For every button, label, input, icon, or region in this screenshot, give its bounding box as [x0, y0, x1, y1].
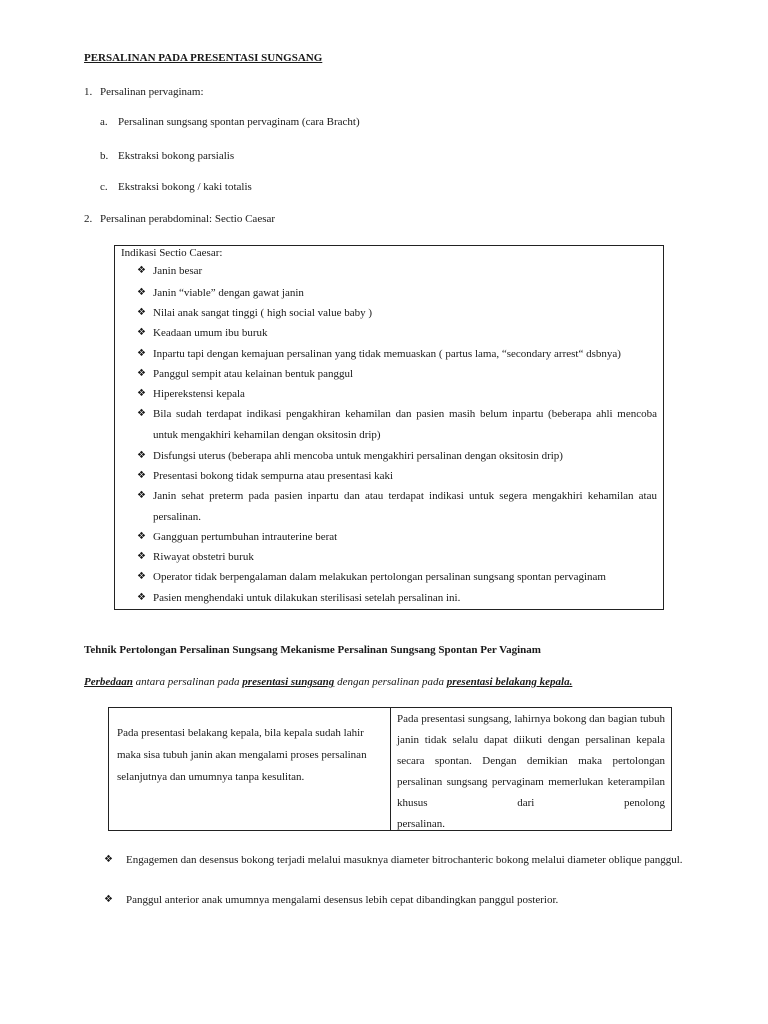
- indications-header: Indikasi Sectio Caesar:: [121, 247, 223, 259]
- section-2-number: 2.: [84, 213, 93, 225]
- section-2-heading: [84, 213, 275, 225]
- list-item: ❖ Panggul anterior anak umumnya mengalami desensus lebih cepat dibandingkan panggul posterior.: [104, 890, 690, 910]
- diamond-bullet-icon: ❖: [137, 450, 146, 461]
- diamond-bullet-icon: ❖: [104, 894, 113, 905]
- list-item: a. Persalinan sungsang spontan pervaginam (cara Bracht): [100, 116, 360, 128]
- list-item: ❖ Janin “viable” dengan gawat janin: [137, 283, 657, 303]
- list-item: ❖ Janin besar: [137, 261, 657, 281]
- comparison-right-cell: Pada presentasi sungsang, lahirnya bokong dan bagian tubuh janin tidak selalu dapat diikuti dengan persalinan kepala secara spontan. Dengan demikian maka pertolongan persalinan sungsang pervaginam memerlukan keterampilan khusus dari penolong persalinan.: [397, 713, 665, 830]
- diamond-bullet-icon: ❖: [137, 592, 146, 603]
- diamond-bullet-icon: ❖: [137, 287, 146, 298]
- list-item: ❖ Presentasi bokong tidak sempurna atau presentasi kaki: [137, 466, 657, 486]
- diamond-bullet-icon: ❖: [137, 327, 146, 338]
- diamond-bullet-icon: ❖: [137, 531, 146, 542]
- list-item: b. Ekstraksi bokong parsialis: [100, 150, 235, 162]
- list-item: ❖ Engagemen dan desensus bokong terjadi melalui masuknya diameter bitrochanteric bokong melalui diameter oblique panggul.: [104, 850, 690, 871]
- diamond-bullet-icon: ❖: [137, 348, 146, 359]
- diamond-bullet-icon: ❖: [104, 854, 113, 865]
- list-item: ❖ Nilai anak sangat tinggi ( high social value baby ): [137, 303, 657, 323]
- list-item: ❖ Operator tidak berpengalaman dalam melakukan pertolongan persalinan sungsang spontan pervaginam: [137, 567, 657, 587]
- document-title: PERSALINAN PADA PRESENTASI SUNGSANG: [84, 52, 323, 64]
- diamond-bullet-icon: ❖: [137, 265, 146, 276]
- technique-heading: Tehnik Pertolongan Persalinan Sungsang Mekanisme Persalinan Sungsang Spontan Per Vaginam: [84, 644, 541, 656]
- diamond-bullet-icon: ❖: [137, 388, 146, 399]
- diamond-bullet-icon: ❖: [137, 490, 146, 501]
- diamond-bullet-icon: ❖: [137, 551, 146, 562]
- term-presentasi-sungsang: presentasi sungsang: [242, 676, 335, 688]
- table-divider: [390, 708, 391, 830]
- difference-statement: Perbedaan antara persalinan pada presentasi sungsang dengan persalinan pada presentasi belakang kepala.: [84, 676, 573, 688]
- list-item: ❖ Inpartu tapi dengan kemajuan persalinan yang tidak memuaskan ( partus lama, “secondary arrest“ dsbnya): [137, 344, 657, 364]
- list-item: ❖ Bila sudah terdapat indikasi pengakhiran kehamilan dan pasien masih belum inpartu (beberapa ahli mencoba untuk mengakhiri kehamilan dengan oksitosin drip): [137, 404, 657, 446]
- diamond-bullet-icon: ❖: [137, 470, 146, 481]
- list-item: ❖ Gangguan pertumbuhan intrauterine berat: [137, 527, 657, 547]
- term-presentasi-belakang-kepala: presentasi belakang kepala.: [446, 676, 573, 688]
- list-item: ❖ Hiperekstensi kepala: [137, 384, 657, 404]
- list-item: ❖ Panggul sempit atau kelainan bentuk panggul: [137, 364, 657, 384]
- list-item: ❖ Riwayat obstetri buruk: [137, 547, 657, 567]
- diamond-bullet-icon: ❖: [137, 307, 146, 318]
- list-item: ❖ Pasien menghendaki untuk dilakukan sterilisasi setelah persalinan ini.: [137, 588, 657, 608]
- section-1-label: Persalinan pervaginam:: [100, 86, 204, 98]
- list-item: ❖ Janin sehat preterm pada pasien inpartu dan atau terdapat indikasi untuk segera mengakhiri kehamilan atau persalinan.: [137, 486, 657, 528]
- section-1-number: 1.: [84, 86, 93, 98]
- list-item: c. Ekstraksi bokong / kaki totalis: [100, 181, 252, 193]
- list-item: ❖ Keadaan umum ibu buruk: [137, 323, 657, 343]
- diamond-bullet-icon: ❖: [137, 368, 146, 379]
- indications-box: [114, 245, 664, 610]
- diamond-bullet-icon: ❖: [137, 408, 146, 419]
- section-1-heading: [84, 86, 204, 98]
- difference-word: Perbedaan: [84, 676, 133, 688]
- comparison-table: [108, 707, 672, 831]
- comparison-left-cell: Pada presentasi belakang kepala, bila kepala sudah lahir maka sisa tubuh janin akan mengalami proses persalinan selanjutnya dan umumnya tanpa kesulitan.: [117, 727, 367, 783]
- list-item: ❖ Disfungsi uterus (beberapa ahli mencoba untuk mengakhiri persalinan dengan oksitosin drip): [137, 446, 657, 466]
- section-2-label: Persalinan perabdominal: Sectio Caesar: [100, 213, 276, 225]
- diamond-bullet-icon: ❖: [137, 571, 146, 582]
